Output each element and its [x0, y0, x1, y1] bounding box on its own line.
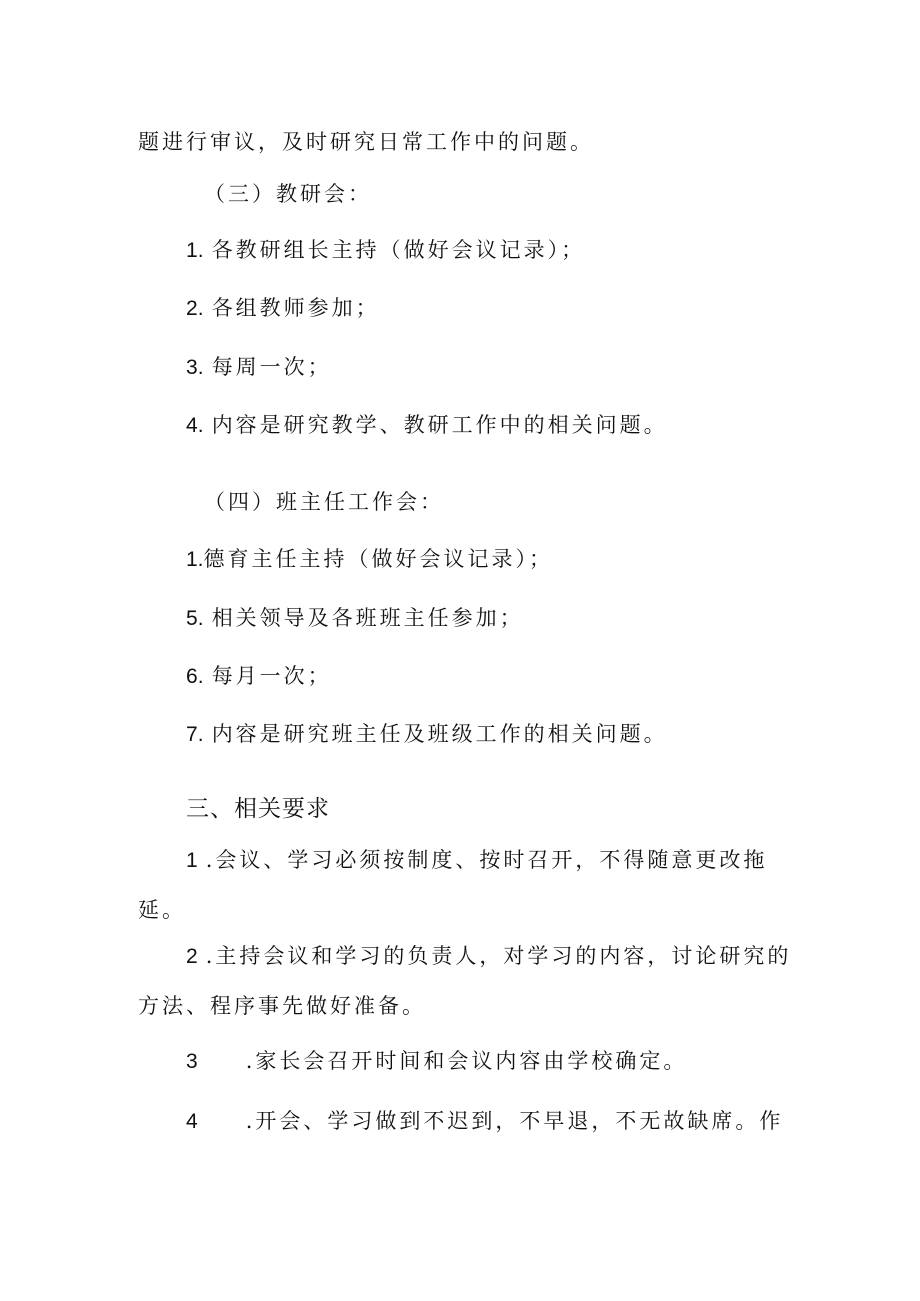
requirement-continuation: 延。: [138, 898, 186, 922]
list-item: 5. 相关领导及各班班主任参加；: [186, 604, 524, 633]
requirement-item: [186, 942, 791, 971]
requirement-continuation: 方法、程序事先做好准备。: [138, 994, 426, 1018]
list-text: 内容是研究班主任及班级工作的相关问题。: [211, 722, 668, 746]
list-text: 每月一次；: [211, 664, 332, 688]
section-heading: 三、相关要求: [186, 796, 330, 822]
list-number: 1.: [186, 548, 204, 571]
list-number: 4: [186, 414, 198, 437]
subheading-class-teacher-meeting: （四）班主任工作会：: [204, 490, 444, 514]
requirement-number: 2: [186, 945, 198, 968]
requirement-text: .主持会议和学习的负责人，对学习的内容，讨论研究的: [205, 944, 792, 968]
list-item: [186, 545, 553, 574]
list-text: 各组教师参加；: [211, 296, 380, 320]
requirement-item: [186, 846, 767, 875]
list-item: 7. 内容是研究班主任及班级工作的相关问题。: [186, 720, 668, 749]
list-item: 2. 各组教师参加；: [186, 294, 380, 323]
requirement-text: .开会、学习做到不迟到，不早退，不无故缺席。作: [245, 1109, 784, 1133]
requirement-text: .家长会召开时间和会议内容由学校确定。: [245, 1049, 688, 1073]
list-number: 7: [186, 723, 198, 746]
list-number: 6: [186, 665, 198, 688]
list-number: 2: [186, 297, 198, 320]
list-item: 6. 每月一次；: [186, 662, 332, 691]
requirement-number: 4: [186, 1110, 198, 1133]
requirement-number: 1: [186, 849, 198, 872]
requirement-text: .会议、学习必须按制度、按时召开，不得随意更改拖: [205, 848, 768, 872]
list-text: 内容是研究教学、教研工作中的相关问题。: [211, 413, 668, 437]
requirement-number: 3: [186, 1050, 198, 1073]
requirement-item: [186, 1107, 783, 1136]
list-item: 1. 各教研组长主持（做好会议记录）；: [186, 236, 585, 265]
list-text: 相关领导及各班班主任参加；: [211, 606, 524, 630]
list-text: 各教研组长主持（做好会议记录）；: [211, 238, 586, 262]
requirement-item: [186, 1047, 687, 1076]
list-text: 德育主任主持（做好会议记录）；: [203, 547, 554, 571]
subheading-teaching-research-meeting: （三）教研会：: [204, 182, 372, 206]
list-item: 4. 内容是研究教学、教研工作中的相关问题。: [186, 411, 668, 440]
list-item: 3. 每周一次；: [186, 353, 332, 382]
paragraph-continuation: 题进行审议，及时研究日常工作中的问题。: [138, 130, 594, 154]
list-text: 每周一次；: [211, 355, 332, 379]
list-number: 3: [186, 356, 198, 379]
list-number: 1: [186, 239, 198, 262]
list-number: 5: [186, 607, 198, 630]
